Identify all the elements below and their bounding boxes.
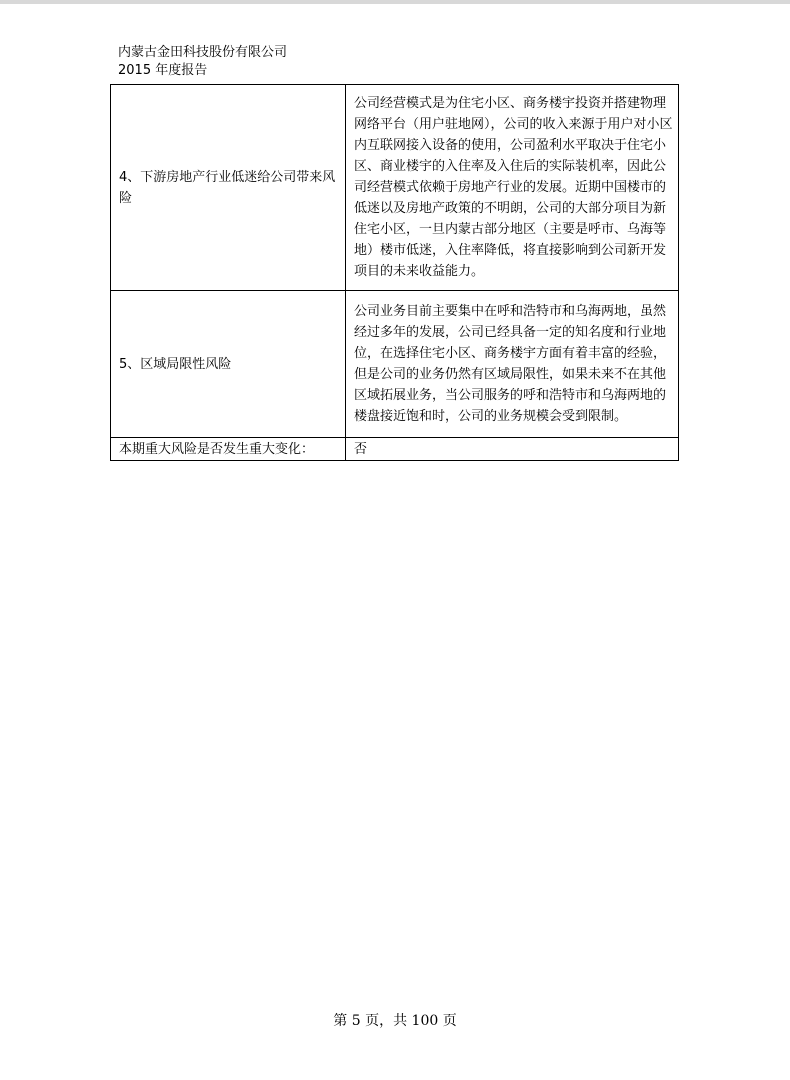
summary-value: 否 <box>346 438 679 461</box>
risk-5-name: 5、区域局限性风险 <box>111 291 346 438</box>
table-row-risk-4 <box>111 85 679 291</box>
risk-4-description: 公司经营模式是为住宅小区、商务楼宇投资并搭建物理网络平台（用户驻地网），公司的收入来源于用户对小区内互联网接入设备的使用，公司盈利水平取决于住宅小区、商业楼宇的入住率及入住后的实际装机率，因此公司经营模式依赖于房地产行业的发展。近期中国楼市的低迷以及房地产政策的不明朗，公司的大部分项目为新住宅小区，一旦内蒙古部分地区（主要是呼市、乌海等地）楼市低迷，入住率降低，将直接影响到公司新开发项目的未来收益能力。 <box>346 85 679 291</box>
page-header <box>118 44 287 80</box>
company-name: 内蒙古金田科技股份有限公司 <box>118 45 288 60</box>
report-title: 2015 年度报告 <box>118 63 208 78</box>
table-row-summary <box>111 438 679 461</box>
risk-4-name: 4、下游房地产行业低迷给公司带来风险 <box>111 85 346 291</box>
table-row-risk-5 <box>111 291 679 438</box>
risk-table <box>110 84 679 461</box>
top-border-line <box>0 0 790 4</box>
summary-label: 本期重大风险是否发生重大变化： <box>111 438 346 461</box>
risk-5-description: 公司业务目前主要集中在呼和浩特市和乌海两地，虽然经过多年的发展，公司已经具备一定的知名度和行业地位，在选择住宅小区、商务楼宇方面有着丰富的经验，但是公司的业务仍然有区域局限性，如果未来不在其他区域拓展业务，当公司服务的呼和浩特市和乌海两地的楼盘接近饱和时，公司的业务规模会受到限制。 <box>346 291 679 438</box>
page-footer: 第 5 页，共 100 页 <box>333 1013 457 1029</box>
